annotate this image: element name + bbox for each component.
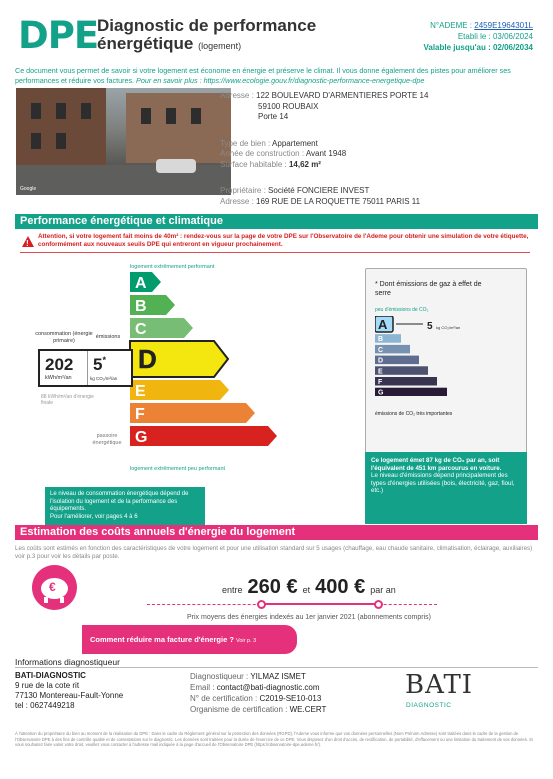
scale-bottom-label: logement extrêmement peu performant (130, 466, 226, 472)
ges-value: 5 (427, 321, 433, 332)
intro-text: Ce document vous permet de savoir si votre logement est économe en énergie et préserve le climat. Il vous donne également des pistes pour améliorer ses performances et réduire vos factures. Pour en savoir plus : https://www.ecologie.gouv.fr/diagnostic-performance-energetique-dpe (15, 66, 511, 85)
reduce-bill-more: Voir p. 3 (236, 638, 257, 644)
energy-class-scale (128, 272, 303, 467)
company-address2: 77130 Montereau-Fault-Yonne (15, 691, 124, 700)
euro-symbol: € (49, 580, 56, 594)
ges-class-letter-d: D (378, 357, 384, 365)
emissions-unit: kg CO₂/m²/an (90, 376, 118, 381)
type-value: Appartement (272, 138, 318, 148)
page-title-line2: énergétique (logement) (97, 34, 242, 53)
company-name: BATI-DIAGNOSTIC (15, 671, 86, 680)
consumption-unit: kWh/m²/an (45, 375, 72, 381)
diagnostician-name: YILMAZ ISMET (250, 672, 306, 681)
final-energy-label: 88 kWh/m²/an d'énergie finale (41, 394, 94, 406)
costs-section-title: Estimation des coûts annuels d'énergie du logement (15, 525, 538, 540)
cost-low: 260 € (247, 576, 298, 598)
ges-class-letter-a: A (378, 317, 388, 332)
ges-class-letter-f: F (378, 379, 383, 386)
emissions-value: 5 (93, 355, 103, 374)
bati-logo: BATI (405, 670, 474, 700)
ges-title: * Dont émissions de gaz à effet de serre (375, 281, 482, 297)
surface-value: 14,62 m² (288, 159, 321, 169)
energy-class-letter-d: D (138, 344, 157, 374)
scale-top-label: logement extrêmement performant (130, 264, 215, 270)
legal-footer: À l'attention du propriétaire du bien au moment de la réalisation du DPE : Dans le cadre du Règlement général sur la protection des données (RGPD), l'Ademe vous informe que vos données personnelles (Nom Prénom Adresse) sont traitées dans le cadre de la gestion de l'Observatoire DPE à des fins de contrôle qualité et de contestations sur le diagnostic. Les données sont traitées pour la durée de l'exercice de ce DPE. Vous disposez d'un droit d'accès, de rectification, de portabilité, d'effacement ou une limitation du traitement de vos données. Si vous souhaitez faire valoir votre droit, veuillez vous contacter à l'adresse mail indiquée à la page d'accueil de l'Observatoire DPE (https://observatoire-dpe.ademe.fr/). (15, 731, 533, 747)
ges-bottom-label: émissions de CO₂ très importantes (375, 411, 453, 417)
address-line2: 59100 ROUBAIX (258, 101, 319, 111)
warning-divider (20, 252, 530, 253)
bati-logo-sub: DIAGNOSTIC (406, 702, 452, 709)
ademe-label: N°ADEME : (430, 21, 473, 30)
email-label: Email : (190, 683, 215, 692)
energy-class-letter-g: G (135, 429, 148, 446)
consumption-value: 202 (45, 355, 74, 374)
address-line1: 122 BOULEVARD D'ARMENTIERES PORTE 14 (256, 91, 429, 100)
org-value: WE.CERT (289, 705, 327, 714)
company-address1: 9 rue de la cote rit (15, 681, 80, 690)
cost-low-marker (257, 600, 266, 609)
diagnostician-divider (15, 667, 538, 668)
owner-address-value: 169 RUE DE LA ROQUETTE 75011 PARIS 11 (256, 196, 421, 206)
current-class-box (38, 349, 133, 387)
year-label: Année de construction : (220, 149, 305, 158)
org-label: Organisme de certification : (190, 705, 288, 714)
year-value: Avant 1948 (305, 149, 347, 158)
energy-class-letter-f: F (135, 406, 145, 423)
type-label: Type de bien : (220, 138, 271, 148)
ges-class-bar-f (375, 377, 437, 386)
reduce-bill-button[interactable]: Comment réduire ma facture d'énergie ? Voir p. 3 (82, 625, 297, 654)
established-date: Etabli le : 03/06/2024 (457, 32, 533, 41)
cert-value: C2019-SE10-013 (259, 694, 322, 703)
ges-class-letter-c: C (378, 346, 384, 354)
property-info (220, 91, 428, 207)
ges-note-text: Le niveau d'émissions dépend principalement des types d'énergies utilisées (bois, électricité, gaz, fioul, etc.) (371, 472, 515, 494)
diagnostician-details (190, 671, 326, 715)
emissions-star: * (102, 355, 106, 365)
costs-intro: Les coûts sont estimés en fonction des caractéristiques de votre logement et pour une utilisation standard sur 5 usages (chauffage, eau chaude sanitaire, climatisation, éclairage, auxiliaires) voir p.3 pour voir les détails par poste. (15, 545, 533, 560)
ges-top-label: peu d'émissions de CO₂ (375, 307, 429, 313)
passoire-label: passoire énergétique (92, 433, 122, 446)
dpe-logo: DPE (18, 14, 99, 57)
warning-text: Attention, si votre logement fait moins de 40m² : rendez-vous sur la page de votre DPE sur l'Observatoire de l'Ademe pour obtenir une simulation de votre étiquette, conformément aux nouveaux seuils DPE qui entreront en vigueur prochainement. (38, 233, 529, 248)
energy-class-bar-g (130, 426, 277, 446)
company-tel: tel : 0627449218 (15, 701, 75, 710)
prices-note: Prix moyens des énergies indexés au 1er janvier 2021 (abonnements compris) (187, 614, 431, 621)
header-meta (423, 20, 533, 53)
consumption-note-more: Pour l'améliorer, voir pages 4 à 6 (50, 513, 138, 520)
cost-entre: entre (222, 585, 243, 595)
email-value[interactable]: contact@bati-diagnostic.com (216, 683, 320, 692)
cost-range (222, 576, 396, 599)
ges-note (365, 452, 527, 524)
property-photo (16, 88, 231, 195)
owner-address-label: Adresse : (220, 196, 254, 206)
cost-et: et (302, 585, 311, 595)
title-suffix: (logement) (198, 41, 242, 51)
ges-class-bar-g (375, 388, 447, 396)
diagnostician-name-label: Diagnostiqueur : (190, 672, 249, 681)
address-line3: Porte 14 (258, 112, 289, 121)
diagnostician-section-title: Informations diagnostiqueur (15, 657, 120, 667)
ges-class-letter-g: G (378, 389, 384, 396)
cost-high: 400 € (315, 576, 366, 598)
ges-unit: kg CO₂/m²/an (436, 325, 461, 330)
photo-attribution: Google (20, 186, 37, 192)
valid-until-date: Valable jusqu'au : 02/06/2034 (423, 43, 533, 52)
energy-class-letter-b: B (135, 298, 147, 315)
energy-class-letter-a: A (135, 275, 147, 292)
energy-class-letter-c: C (135, 321, 147, 338)
cert-label: N° de certification : (190, 694, 258, 703)
page-title-line1: Diagnostic de performance (97, 16, 317, 35)
ademe-number-link[interactable]: 2459E1964301L (474, 21, 533, 30)
ges-class-letter-e: E (378, 368, 383, 376)
ges-class-letter-b: B (378, 336, 384, 344)
performance-section-title: Performance énergétique et climatique (15, 214, 538, 229)
energy-class-bar-f (130, 403, 255, 423)
owner-label: Propriétaire : (220, 186, 266, 195)
warning-icon-mark: ! (26, 239, 29, 248)
surface-label: Surface habitable : (220, 159, 287, 169)
piggy-bank-icon (32, 565, 77, 610)
consumption-note: Le niveau de consommation énergétique dépend de l'isolation du logement et de la performance des équipements. Pour l'améliorer, voir pages 4 à 6 (45, 487, 205, 532)
cost-par-an: par an (370, 585, 396, 595)
ges-class-bar-e (375, 366, 428, 375)
cost-range-fill (261, 603, 378, 605)
cost-high-marker (374, 600, 383, 609)
energy-class-letter-e: E (135, 383, 146, 400)
owner-value: Société FONCIERE INVEST (268, 186, 370, 195)
address-label: Adresse : (220, 91, 254, 100)
diagnostician-company-block (15, 671, 123, 711)
intro-more-link[interactable]: Pour en savoir plus : https://www.ecologie.gouv.fr/diagnostic-performance-energetique-dpe (136, 75, 425, 85)
consumption-label: consommation (énergie primaire) (35, 331, 93, 344)
ges-note-bold: Ce logement émet 87 kg de CO₂ par an, soit l'équivalent de 451 km parcourus en voiture. (371, 457, 502, 472)
emissions-label: émissions (95, 334, 121, 340)
